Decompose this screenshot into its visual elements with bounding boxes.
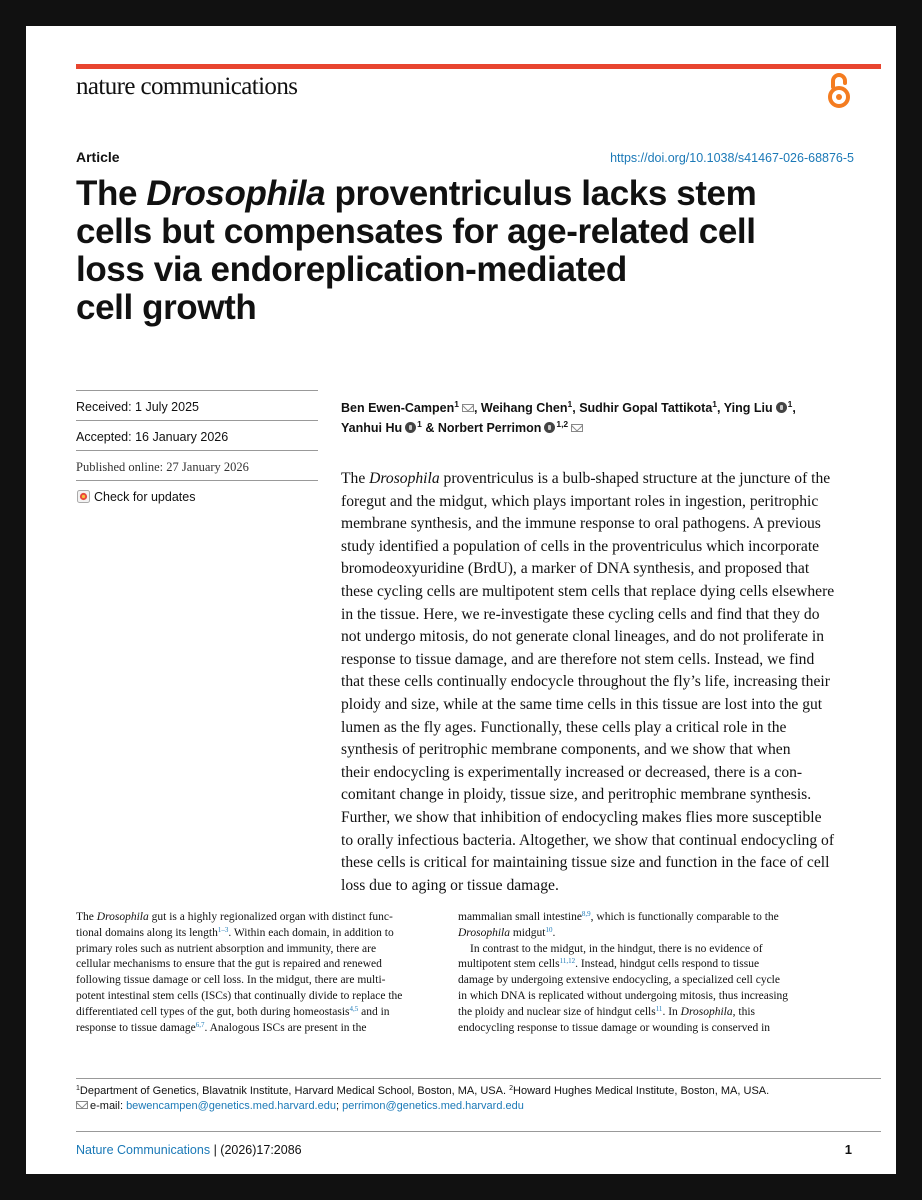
title-text: The [76, 174, 147, 213]
body-line: damage by undergoing extensive endocycling, a specialized cell cycle [458, 974, 780, 987]
title-line-3: loss via endoreplication-mediated [76, 250, 627, 289]
abstract [341, 468, 865, 897]
footnote-divider [76, 1078, 881, 1079]
abstract-line: response to tissue damage, and are therefore not stem cells. Instead, we find [341, 650, 815, 668]
body-text: tional domains along its length [76, 926, 218, 939]
abstract-line: their endocycling is experimentally increased or decreased, there is a con- [341, 763, 803, 781]
doi-link[interactable]: https://doi.org/10.1038/s41467-026-68876-5 [610, 151, 854, 165]
citation-ref[interactable]: 11 [655, 1004, 663, 1013]
body-text: . [552, 926, 556, 939]
affiliation-text: Department of Genetics, Blavatnik Institute, Harvard Medical School, Boston, MA, USA. [79, 1085, 510, 1097]
body-line: endocycling response to tissue damage or wounding is conserved in [458, 1021, 771, 1034]
abstract-line: ploidy and size, while at the same time cells in this tissue are lost into the gut [341, 695, 823, 713]
abstract-line: not undergo mitosis, do not generate clonal lineages, and do not proliferate in [341, 628, 824, 646]
abstract-species: Drosophila [369, 470, 440, 487]
abstract-line: that these cells continually endocycle throughout the fly’s life, increasing their [341, 673, 830, 691]
open-access-icon[interactable] [823, 71, 855, 109]
body-text: gut is a highly regionalized organ with distinct func- [148, 911, 393, 923]
body-line: cellular mechanisms to ensure that the gut is repaired and renewed [76, 958, 382, 971]
author-name[interactable]: Ying Liu [723, 401, 773, 415]
author-list: Ben Ewen-Campen$^1$ , Weihang Chen$^1$, Sudhir Gopal Tattikota$^1$, Ying Liu $^1$, Yanhui Hu $^1$ & Norbert Perrimon $^{1,2}$ [341, 399, 796, 435]
author-affiliation: 1 [712, 399, 718, 409]
accepted-date [76, 420, 318, 451]
citation-ref[interactable]: 10 [545, 925, 553, 934]
body-column-left [76, 910, 454, 1036]
author-affiliation: 1,2 [556, 419, 569, 429]
email-separator: ; [335, 1100, 343, 1112]
body-line [76, 910, 454, 926]
body-line [76, 1005, 454, 1021]
body-line: following tissue damage or cell loss. In the midgut, there are multi- [76, 974, 386, 987]
footer-journal-link[interactable]: Nature Communications [76, 1143, 211, 1157]
citation-ref[interactable]: 4,5 [349, 1004, 359, 1013]
body-species: Drosophila [96, 911, 149, 923]
article-page [26, 26, 896, 1174]
body-line [458, 926, 836, 942]
abstract-line: Further, we show that inhibition of endocycling makes flies more susceptible [341, 808, 822, 826]
orcid-icon[interactable] [776, 402, 787, 413]
citation-ref[interactable]: 8,9 [581, 910, 591, 918]
abstract-text: The [341, 470, 370, 487]
author-affiliation: 1 [417, 419, 422, 429]
body-text: midgut [509, 926, 546, 939]
body-text: The [76, 911, 97, 923]
body-text: the ploidy and nuclear size of hindgut cells [458, 1005, 656, 1018]
body-column-right [458, 910, 836, 1036]
published-text: Published online: 27 January 2026 [76, 460, 249, 474]
article-type: Article [76, 149, 120, 165]
body-line [458, 1005, 836, 1021]
title-species: Drosophila [146, 174, 326, 213]
author-name[interactable]: Ben Ewen-Campen [341, 401, 455, 415]
abstract-line: study identified a population of cells in the proventriculus which incorporate [341, 537, 820, 555]
title-text: proventriculus lacks stem [325, 174, 757, 213]
body-text: differentiated cell types of the gut, both during homeostasis [76, 1005, 350, 1018]
orcid-icon[interactable] [544, 422, 555, 433]
citation-ref[interactable]: 1–3 [217, 925, 229, 934]
body-text: and in [358, 1005, 390, 1018]
body-text: . Instead, hindgut cells respond to tissue [575, 958, 760, 971]
received-date [76, 390, 318, 421]
body-text: , this [732, 1005, 756, 1018]
body-text: . Analogous ISCs are present in the [204, 1021, 367, 1034]
check-updates-label[interactable]: Check for updates [94, 490, 196, 504]
author-affiliation: 1 [454, 399, 459, 409]
abstract-line [341, 468, 865, 491]
correspondence-emails [76, 1100, 524, 1112]
affiliation-marker: 1 [76, 1085, 80, 1092]
abstract-line: bromodeoxyuridine (BrdU), a marker of DNA synthesis, and proposed that [341, 560, 810, 578]
body-species: Drosophila [680, 1005, 733, 1018]
abstract-line: to orally infectious bacteria. Altogether, we show that continual endocycling of [341, 831, 835, 849]
affiliation-text: Howard Hughes Medical Institute, Boston, MA, USA. [513, 1085, 770, 1097]
email-link[interactable]: perrimon@genetics.med.harvard.edu [342, 1100, 524, 1112]
abstract-line: these cells is critical for maintaining tissue size and function in the face of cell [341, 854, 830, 872]
footer-divider [76, 1131, 881, 1132]
author-name[interactable]: Yanhui Hu [341, 421, 403, 435]
author-affiliation: 1 [567, 399, 573, 409]
body-text: multipotent stem cells [458, 958, 560, 971]
accepted-text: Accepted: 16 January 2026 [76, 430, 229, 444]
author-name[interactable]: Norbert Perrimon [437, 421, 542, 435]
body-line: In contrast to the midgut, in the hindgut, there is no evidence of [470, 942, 763, 955]
body-text: . Within each domain, in addition to [228, 926, 394, 939]
email-envelope-icon [76, 1101, 88, 1109]
body-text: . In [662, 1005, 681, 1018]
abstract-line: these cycling cells are multipotent stem cells that replace dying cells elsewhere [341, 582, 835, 600]
article-title [76, 175, 836, 327]
header-accent-bar [76, 64, 881, 69]
page-number: 1 [844, 1142, 852, 1157]
orcid-icon[interactable] [405, 422, 416, 433]
email-link[interactable]: bewencampen@genetics.med.harvard.edu [126, 1100, 336, 1112]
body-species: Drosophila [458, 926, 510, 939]
title-line-4: cell growth [76, 288, 257, 327]
published-date [76, 450, 318, 481]
title-line-2: cells but compensates for age-related cell [76, 212, 756, 251]
body-line [76, 926, 454, 942]
abstract-line: membrane synthesis, and the immune response to oral pathogens. A previous [341, 515, 821, 533]
check-for-updates[interactable] [76, 480, 318, 513]
check-updates-icon[interactable] [77, 490, 90, 503]
body-text: response to tissue damage [76, 1021, 196, 1034]
affiliation-marker: 2 [509, 1085, 514, 1092]
body-line: potent intestinal stem cells (ISCs) that continually divide to replace the [76, 989, 403, 1002]
author-name[interactable]: Sudhir Gopal Tattikota [579, 401, 713, 415]
author-affiliation: 1 [787, 399, 793, 409]
email-envelope-icon[interactable] [462, 404, 474, 412]
body-line: in which DNA is replicated without undergoing mitosis, thus increasing [458, 989, 789, 1002]
citation-ref[interactable]: 6,7 [195, 1020, 205, 1029]
body-text: mammalian small intestine [458, 911, 582, 923]
abstract-line: in the tissue. Here, we re-investigate these cycling cells and find that they do [341, 605, 820, 623]
citation-ref[interactable]: 11,12 [559, 957, 576, 966]
received-text: Received: 1 July 2025 [76, 400, 199, 414]
abstract-line: comitant change in ploidy, tissue size, and peritrophic membrane synthesis. [341, 786, 812, 804]
affiliations [76, 1083, 866, 1100]
title-line-1 [76, 175, 836, 213]
footer-citation-text: | (2026)17:2086 [210, 1143, 302, 1157]
email-label: e-mail: [90, 1100, 127, 1112]
body-line: primary roles such as nutrient absorption and immunity, there are [76, 942, 377, 955]
body-line [458, 957, 836, 973]
abstract-line: synthesis of peritrophic membrane components, and we show that when [341, 741, 791, 759]
body-text: , which is functionally comparable to the [590, 911, 779, 923]
abstract-line: lumen as the fly ages. Functionally, these cells play a critical role in the [341, 718, 787, 736]
footer-citation [76, 1143, 302, 1157]
body-line [458, 910, 836, 926]
abstract-line: loss due to aging or tissue damage. [341, 876, 559, 894]
body-line [76, 1021, 454, 1037]
abstract-text: proventriculus is a bulb-shaped structure at the juncture of the [439, 470, 831, 487]
abstract-line: foregut and the midgut, which plays important roles in ingestion, peritrophic [341, 492, 819, 510]
journal-name: nature communications [76, 73, 298, 100]
email-envelope-icon[interactable] [571, 424, 583, 432]
author-name[interactable]: Weihang Chen [480, 401, 568, 415]
